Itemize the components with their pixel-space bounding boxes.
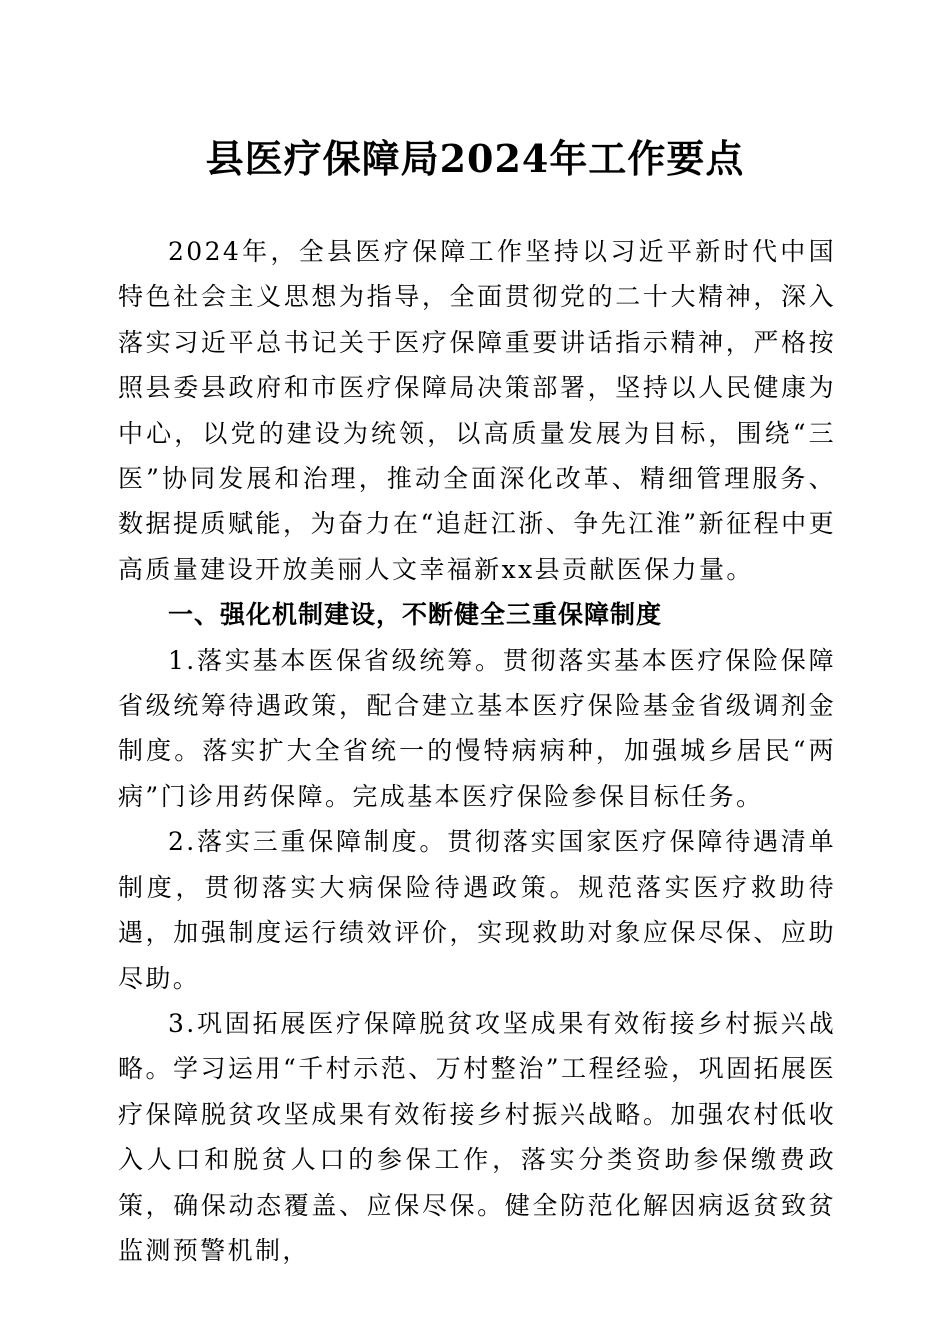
section-heading-1: 一、强化机制建设，不断健全三重保障制度 — [168, 600, 663, 630]
document-body — [118, 229, 836, 1273]
section-item-3: 3.巩固拓展医疗保障脱贫攻坚成果有效衔接乡村振兴战略。学习运用“千村示范、万村整治”工程经验，巩固拓展医疗保障脱贫攻坚成果有效衔接乡村振兴战略。加强农村低收入人口和脱贫人口的参保工作，落实分类资助参保缴费政策，确保动态覆盖、应保尽保。健全防范化解因病返贫致贫监测预警机制， — [118, 1008, 836, 1265]
intro-paragraph: 2024年，全县医疗保障工作坚持以习近平新时代中国特色社会主义思想为指导，全面贯彻党的二十大精神，深入落实习近平总书记关于医疗保障重要讲话指示精神，严格按照县委县政府和市医疗保障局决策部署，坚持以人民健康为中心，以党的建设为统领，以高质量发展为目标，围绕“三医”协同发展和治理，推动全面深化改革、精细管理服务、数据提质赋能，为奋力在“追赶江浙、争先江淮”新征程中更高质量建设开放美丽人文幸福新xx县贡献医保力量。 — [118, 237, 836, 584]
section-item-2: 2.落实三重保障制度。贯彻落实国家医疗保障待遇清单制度，贯彻落实大病保险待遇政策。规范落实医疗救助待遇，加强制度运行绩效评价，实现救助对象应保尽保、应助尽助。 — [118, 827, 836, 993]
section-item-1: 1.落实基本医保省级统筹。贯彻落实基本医疗保险保障省级统筹待遇政策，配合建立基本医疗保险基金省级调剂金制度。落实扩大全省统一的慢特病病种，加强城乡居民“两病”门诊用药保障。完成基本医疗保险参保目标任务。 — [118, 645, 836, 811]
document-title: 县医疗保障局2024年工作要点 — [205, 136, 745, 181]
